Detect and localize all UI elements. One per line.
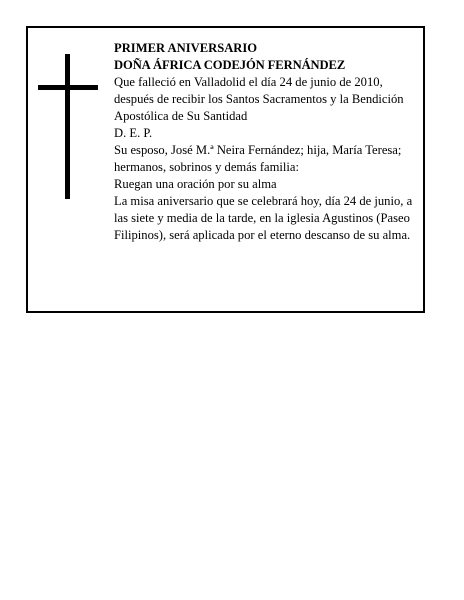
notice-text (114, 40, 418, 244)
obituary-notice (26, 26, 425, 313)
death-details: Que falleció en Valladolid el día 24 de junio de 2010, después de recibir los Santos Sacramentos y la Bendición Apostólica de Su Santidad (114, 75, 404, 123)
mass-details: La misa aniversario que se celebrará hoy, día 24 de junio, a las siete y media de la tarde, en la iglesia Agustinos (Paseo Filipinos), será aplicada por el eterno descanso de su alma. (114, 194, 413, 242)
prayer-request: Ruegan una oración por su alma (114, 177, 277, 191)
family-text: Su esposo, José M.ª Neira Fernández; hija, María Teresa; hermanos, sobrinos y demás familia: (114, 143, 402, 174)
rip-text: D. E. P. (114, 126, 153, 140)
anniversary-heading: PRIMER ANIVERSARIO (114, 41, 258, 55)
deceased-name: DOÑA ÁFRICA CODEJÓN FERNÁNDEZ (114, 58, 346, 72)
cross-vertical-bar (65, 54, 70, 199)
cross-horizontal-bar (38, 85, 98, 90)
cross-icon (38, 54, 98, 199)
